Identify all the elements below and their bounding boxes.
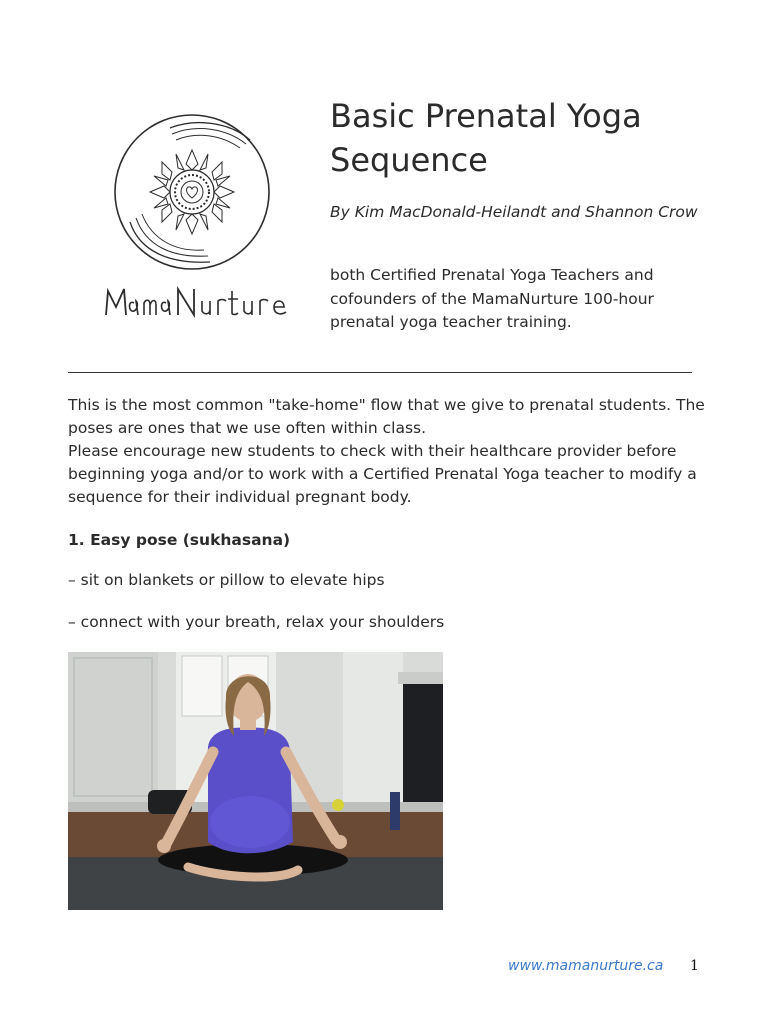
- website-link[interactable]: www.mamanurture.ca: [508, 958, 664, 974]
- intro-line-2: Please encourage new students to check with their healthcare provider before beginning yoga and/or to work with a Certified Prenatal Yoga teacher to modify a sequence for their individual pregnant body.: [68, 442, 697, 506]
- pose-step: – sit on blankets or pillow to elevate hips: [68, 571, 385, 589]
- authors-line: By Kim MacDonald-Heilandt and Shannon Crow: [330, 203, 698, 221]
- intro-paragraph: [68, 394, 708, 509]
- yoga-photo-icon: [68, 652, 443, 910]
- easy-pose-photo: [68, 652, 443, 910]
- mamanurture-logo: [100, 112, 300, 337]
- logo-wordmark-icon: [100, 277, 300, 327]
- page-number: 1: [690, 958, 699, 974]
- document-title: Basic Prenatal Yoga Sequence: [330, 97, 642, 179]
- horizontal-rule: [68, 372, 692, 373]
- authors-description: both Certified Prenatal Yoga Teachers and cofounders of the MamaNurture 100-hour prenatal yoga teacher training.: [330, 266, 654, 331]
- pose-step: – connect with your breath, relax your shoulders: [68, 613, 445, 631]
- intro-line-1: This is the most common "take-home" flow that we give to prenatal students. The poses are ones that we use often within class.: [68, 396, 705, 437]
- pose-heading: 1. Easy pose (sukhasana): [68, 531, 291, 549]
